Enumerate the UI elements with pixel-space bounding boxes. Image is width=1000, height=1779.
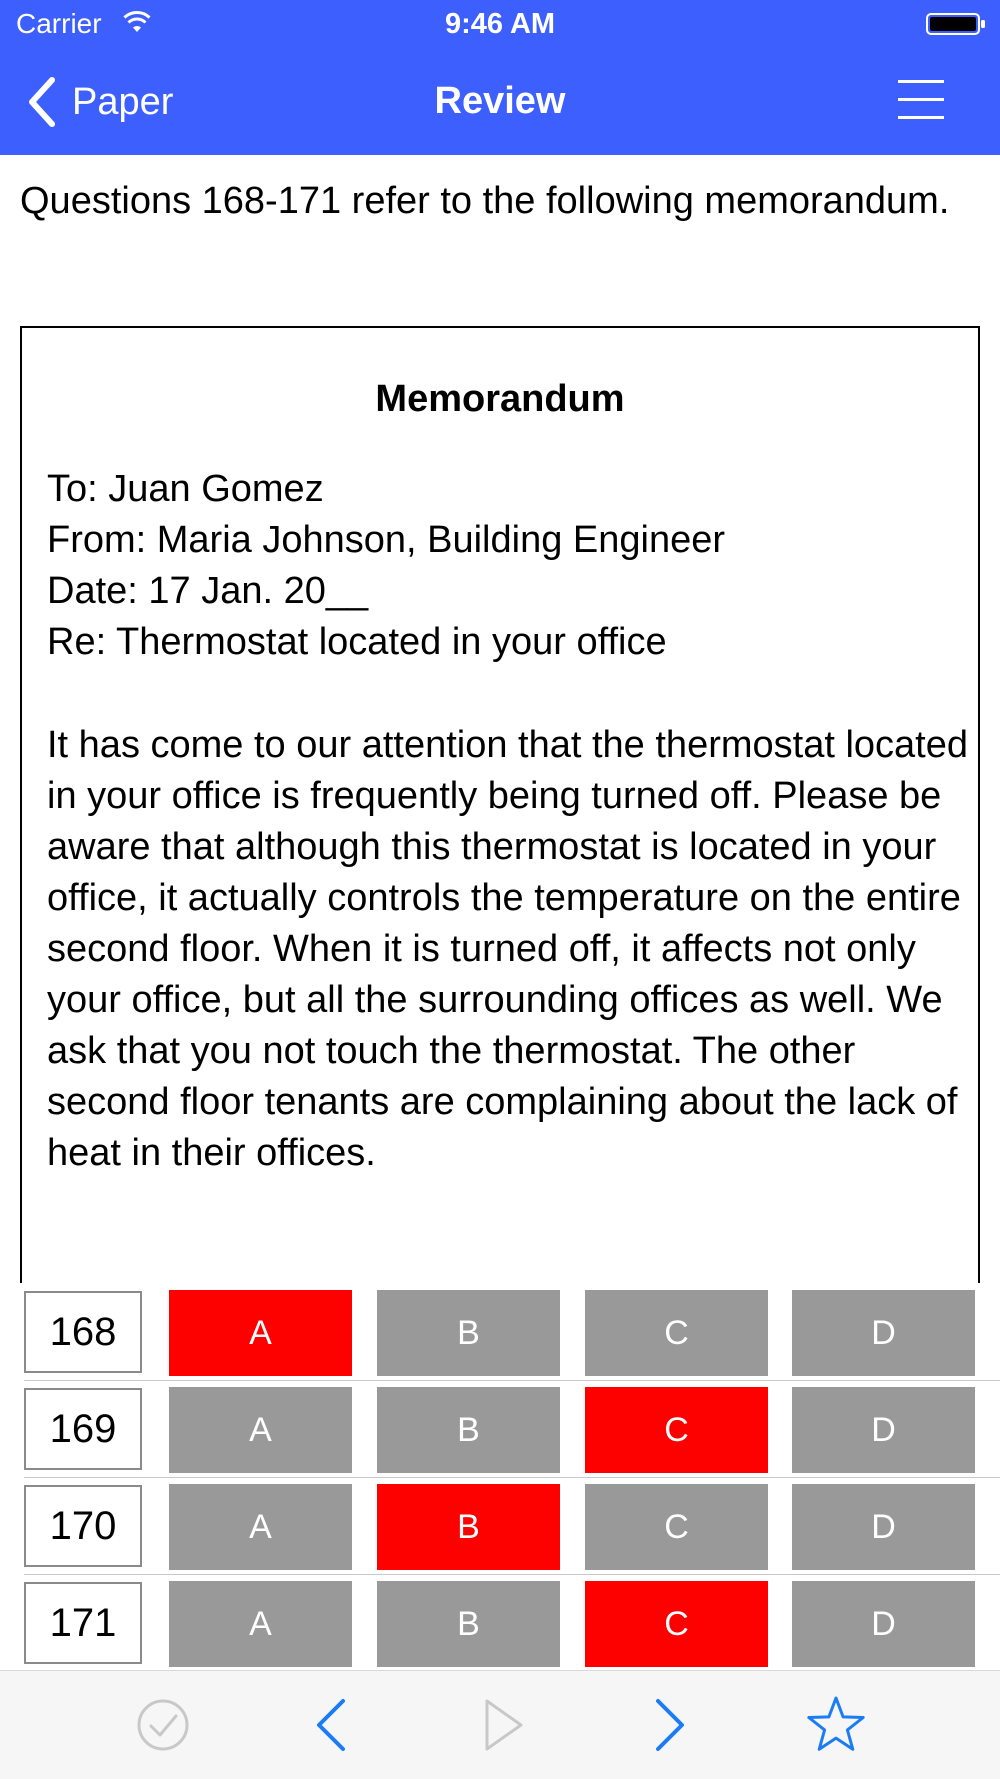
favorite-button[interactable] (806, 1695, 866, 1755)
question-intro: Questions 168-171 refer to the following memorandum. (20, 180, 950, 222)
chevron-left-icon (303, 1695, 363, 1755)
carrier-label: Carrier (16, 8, 102, 39)
option-c-button[interactable]: C (585, 1484, 768, 1570)
answer-row (0, 1574, 1000, 1670)
option-a-button[interactable]: A (169, 1484, 352, 1570)
next-button[interactable] (638, 1695, 698, 1755)
question-number[interactable]: 168 (24, 1291, 142, 1373)
option-d-button[interactable]: D (792, 1484, 975, 1570)
menu-button[interactable] (898, 78, 946, 122)
bottom-toolbar (0, 1670, 1000, 1779)
option-c-button[interactable]: C (585, 1387, 768, 1473)
status-time: 9:46 AM (444, 8, 556, 40)
memo-header (47, 464, 977, 668)
option-d-button[interactable]: D (792, 1581, 975, 1667)
question-number[interactable]: 170 (24, 1485, 142, 1567)
page-title: Review (434, 80, 566, 122)
play-button[interactable] (473, 1695, 533, 1755)
answer-row (0, 1477, 1000, 1573)
top-bar (0, 0, 1000, 155)
memo-to: To: Juan Gomez (47, 468, 324, 510)
answer-row (0, 1283, 1000, 1379)
play-icon (473, 1695, 533, 1755)
answer-grid (0, 1283, 1000, 1671)
memo-from: From: Maria Johnson, Building Engineer (47, 519, 726, 561)
option-b-button[interactable]: B (377, 1581, 560, 1667)
memo-body: It has come to our attention that the thermostat located in your office is frequently being turned off. Please be aware that although this thermostat is located in your office, it actually controls the temperature on the entire second floor. When it is turned off, it affects not only your office, but all the surrounding offices as well. We ask that you not touch the thermostat. The other second floor tenants are complaining about the lack of heat in their offices. (47, 724, 968, 1174)
option-a-button[interactable]: A (169, 1387, 352, 1473)
question-number[interactable]: 169 (24, 1388, 142, 1470)
option-c-button[interactable]: C (585, 1581, 768, 1667)
chevron-right-icon (638, 1695, 698, 1755)
memo-date: Date: 17 Jan. 20__ (47, 570, 369, 612)
star-icon (806, 1695, 866, 1755)
back-button[interactable] (26, 74, 173, 130)
option-b-button[interactable]: B (377, 1290, 560, 1376)
option-a-button[interactable]: A (169, 1581, 352, 1667)
option-d-button[interactable]: D (792, 1387, 975, 1473)
check-answer-button[interactable] (133, 1695, 193, 1755)
hamburger-icon (898, 80, 944, 83)
back-button-label: Paper (72, 80, 174, 123)
chevron-left-icon (26, 76, 56, 128)
memo-re: Re: Thermostat located in your office (47, 621, 667, 663)
option-b-button[interactable]: B (377, 1387, 560, 1473)
option-c-button[interactable]: C (585, 1290, 768, 1376)
option-b-button[interactable]: B (377, 1484, 560, 1570)
status-bar (0, 0, 1000, 50)
battery-icon (926, 13, 986, 35)
option-a-button[interactable]: A (169, 1290, 352, 1376)
navigation-bar (0, 50, 1000, 155)
memo-passage (20, 326, 980, 1288)
question-number[interactable]: 171 (24, 1582, 142, 1664)
memo-title: Memorandum (375, 378, 625, 420)
previous-button[interactable] (303, 1695, 363, 1755)
checkmark-circle-icon (133, 1695, 193, 1755)
answer-row (0, 1380, 1000, 1476)
option-d-button[interactable]: D (792, 1290, 975, 1376)
